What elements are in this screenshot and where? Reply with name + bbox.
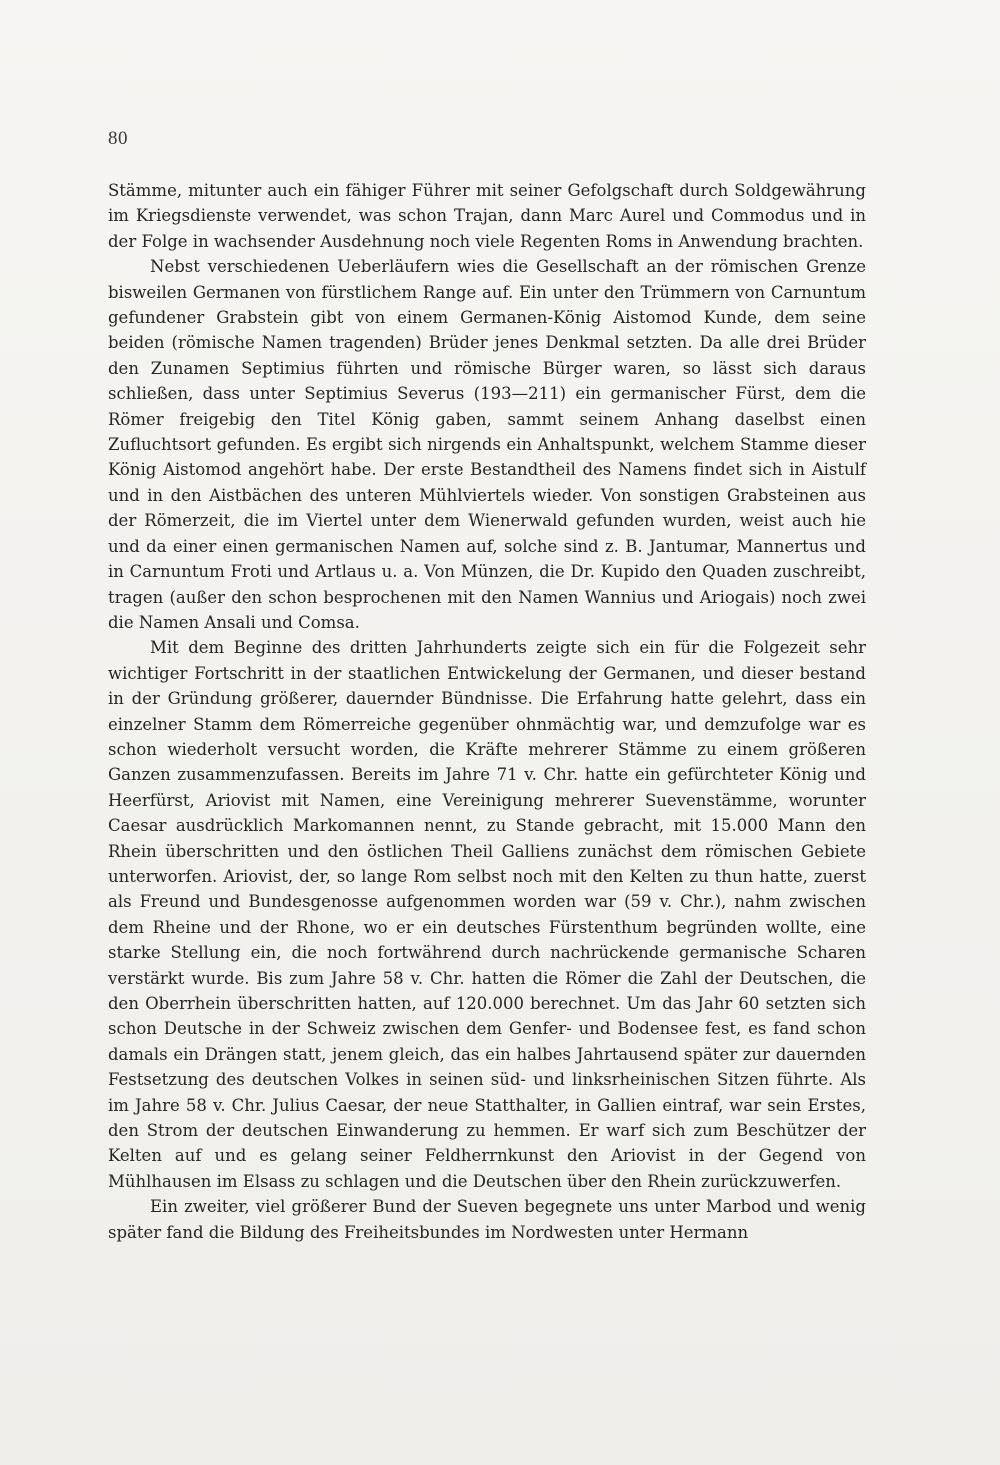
page-number: 80 [108,128,128,149]
paragraph-4: Ein zweiter, viel größerer Bund der Sueven begegnete uns unter Marbod und wenig später fand die Bildung des Freiheitsbundes im Nordwesten unter Hermann [108,1197,866,1242]
paragraph-1: Stämme, mitunter auch ein fähiger Führer mit seiner Gefolgschaft durch Soldgewährung im Kriegsdienste verwendet, was schon Trajan, dann Marc Aurel und Commodus und in der Folge in wachsender Ausdehnung noch viele Regenten Roms in Anwendung brachten. [108,181,866,251]
body-text [108,178,866,1245]
paragraph-2: Nebst verschiedenen Ueberläufern wies die Gesellschaft an der römischen Grenze bisweilen Germanen von fürstlichem Range auf. Ein unter den Trümmern von Carnuntum gefundener Grabstein gibt von einem Germanen-König Aistomod Kunde, dem seine beiden (römische Namen tragenden) Brüder jenes Denkmal setzten. Da alle drei Brüder den Zunamen Septimius führten und römische Bürger waren, so lässt sich daraus schließen, dass unter Septimius Severus (193—211) ein germanischer Fürst, dem die Römer freigebig den Titel König gaben, sammt seinem Anhang daselbst einen Zufluchtsort gefunden. Es ergibt sich nirgends ein Anhaltspunkt, welchem Stamme dieser König Aistomod angehört habe. Der erste Bestandtheil des Namens findet sich in Aistulf und in den Aistbächen des unteren Mühlviertels wieder. Von sonstigen Grabsteinen aus der Römerzeit, die im Viertel unter dem Wienerwald gefunden wurden, weist auch hie und da einer einen germanischen Namen auf, solche sind z. B. Jantumar, Mannertus und in Carnuntum Froti und Artlaus u. a. Von Münzen, die Dr. Kupido den Quaden zuschreibt, tragen (außer den schon besprochenen mit den Namen Wannius und Ariogais) noch zwei die Namen Ansali und Comsa. [108,257,866,632]
paragraph-3: Mit dem Beginne des dritten Jahrhunderts zeigte sich ein für die Folgezeit sehr wichtiger Fortschritt in der staatlichen Entwickelung der Germanen, und dieser bestand in der Gründung größerer, dauernder Bündnisse. Die Erfahrung hatte gelehrt, dass ein einzelner Stamm dem Römerreiche gegenüber ohnmächtig war, und demzufolge war es schon wiederholt versucht worden, die Kräfte mehrerer Stämme zu einem größeren Ganzen zusammenzufassen. Bereits im Jahre 71 v. Chr. hatte ein gefürchteter König und Heerfürst, Ariovist mit Namen, eine Vereinigung mehrerer Suevenstämme, worunter Caesar ausdrücklich Markomannen nennt, zu Stande gebracht, mit 15.000 Mann den Rhein überschritten und den östlichen Theil Galliens zunächst dem römischen Gebiete unterworfen. Ariovist, der, so lange Rom selbst noch mit den Kelten zu thun hatte, zuerst als Freund und Bundesgenosse aufgenommen worden war (59 v. Chr.), nahm zwischen dem Rheine und der Rhone, wo er ein deutsches Fürstenthum begründen wollte, eine starke Stellung ein, die noch fortwährend durch nachrückende germanische Scharen verstärkt wurde. Bis zum Jahre 58 v. Chr. hatten die Römer die Zahl der Deutschen, die den Oberrhein überschritten hatten, auf 120.000 berechnet. Um das Jahr 60 setzten sich schon Deutsche in der Schweiz zwischen dem Genfer- und Bodensee fest, es fand schon damals ein Drängen statt, jenem gleich, das ein halbes Jahrtausend später zur dauernden Festsetzung des deutschen Volkes in seinen süd- und linksrheinischen Sitzen führte. Als im Jahre 58 v. Chr. Julius Caesar, der neue Statthalter, in Gallien eintraf, war sein Erstes, den Strom der deutschen Einwanderung zu hemmen. Er warf sich zum Beschützer der Kelten auf und es gelang seiner Feldherrnkunst den Ariovist in der Gegend von Mühlhausen im Elsass zu schlagen und die Deutschen über den Rhein zurückzuwerfen. [108,638,866,1191]
